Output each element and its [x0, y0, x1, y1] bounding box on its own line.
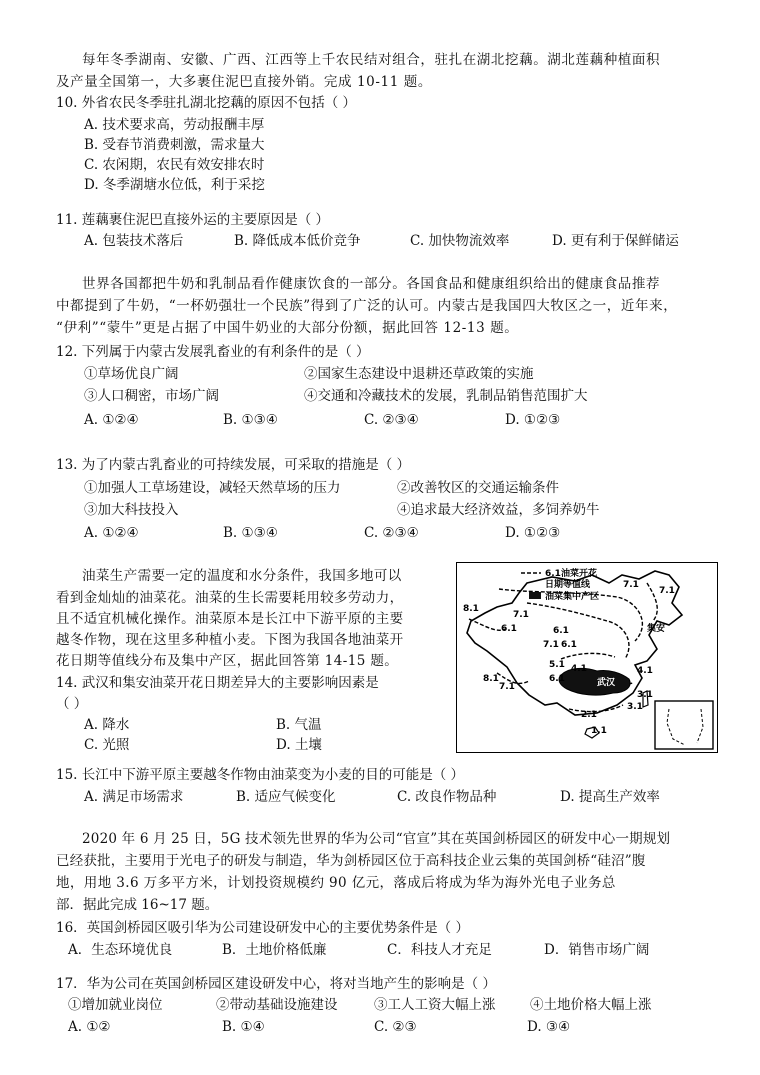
q14-option-c[interactable]: C. 光照 [84, 737, 130, 753]
intro-14-15-line1: 油菜生产需要一定的温度和水分条件，我国多地可以 [82, 568, 402, 584]
q13-statement-3: ③加大科技投入 [84, 502, 179, 518]
intro-14-15-line3: 且不适宜机械化操作。油菜原本是长江中下游平原的主要 [56, 611, 404, 627]
q16-option-a[interactable]: A．生态环境优良 [68, 942, 173, 958]
q16-option-b[interactable]: B．土地价格低廉 [222, 942, 327, 958]
q12-option-a[interactable]: A. ①②④ [84, 412, 139, 428]
q14-blank: （ ） [56, 696, 88, 712]
q13-statement-1: ①加强人工草场建设，减轻天然草场的压力 [84, 480, 341, 496]
legend-area-label: 油菜集中产区 [545, 592, 600, 602]
city-jian: 集安 [647, 624, 666, 634]
iso-label-14: 6.1 [549, 674, 565, 684]
q15-option-c[interactable]: C. 改良作物品种 [397, 789, 497, 805]
intro-12-13-line1: 世界各国都把牛奶和乳制品看作健康饮食的一部分。各国食品和健康组织给出的健康食品推荐 [82, 276, 661, 292]
legend-isoline-label: 6.1油菜开花 [545, 569, 597, 579]
iso-label-17: 1.1 [591, 726, 607, 736]
city-wuhan: 武汉 [597, 678, 616, 688]
iso-label-11: 3.1 [637, 690, 653, 700]
q17-option-c[interactable]: C. ②③ [374, 1019, 417, 1035]
rapeseed-production-area [559, 668, 630, 695]
q16-stem: 16．英国剑桥园区吸引华为公司建设研发中心的主要优势条件是（ ） [56, 920, 469, 936]
q10-option-b[interactable]: B. 受春节消费刺激，需求量大 [84, 137, 265, 153]
q17-statement-1: ①增加就业岗位 [68, 997, 163, 1013]
q13-stem: 13. 为了内蒙古乳畜业的可持续发展，可采取的措施是（ ） [56, 457, 411, 473]
iso-label-8: 4.1 [571, 664, 587, 674]
q17-option-a[interactable]: A. ①② [68, 1019, 111, 1035]
isoline-8-1-west [469, 619, 505, 630]
q14-option-d[interactable]: D. 土壤 [276, 737, 322, 753]
q16-option-c[interactable]: C．科技人才充足 [387, 942, 492, 958]
q15-option-d[interactable]: D. 提高生产效率 [560, 789, 660, 805]
iso-label-3: 6.1 [501, 624, 517, 634]
rapeseed-flowering-map [456, 562, 718, 753]
q12-statement-4: ④交通和冷藏技术的发展，乳制品销售范围扩大 [304, 388, 588, 404]
q17-option-d[interactable]: D. ③④ [527, 1019, 571, 1035]
q15-option-b[interactable]: B. 适应气候变化 [236, 789, 336, 805]
intro-16-17-line3: 地，用地 3.6 万多平方米，计划投资规模约 90 亿元，落成后将成为华为海外光电子业务总 [56, 875, 616, 891]
iso-label-1: 8.1 [463, 604, 479, 614]
q16-option-d[interactable]: D．销售市场广阔 [544, 942, 650, 958]
iso-label-12: 8.1 [483, 674, 499, 684]
q12-option-c[interactable]: C. ②③④ [364, 412, 419, 428]
intro-12-13-line3: “伊利”“蒙牛”更是占据了中国牛奶业的大部分份额，据此回答 12-13 题。 [56, 320, 519, 336]
iso-label-16: 2.1 [581, 710, 597, 720]
q17-statement-2: ②带动基础设施建设 [216, 997, 338, 1013]
iso-label-5: 6.1 [553, 626, 569, 636]
intro-14-15-line4: 越冬作物，现在这里多种植小麦。下图为我国各地油菜开 [56, 632, 404, 648]
iso-label-6: 7.1 [543, 640, 559, 650]
q11-option-a[interactable]: A. 包装技术落后 [84, 233, 184, 249]
iso-label-7: 6.1 [561, 640, 577, 650]
q15-stem: 15. 长江中下游平原主要越冬作物由油菜变为小麦的目的可能是（ ） [56, 767, 465, 783]
q13-option-c[interactable]: C. ②③④ [364, 525, 419, 541]
q13-option-a[interactable]: A. ①②④ [84, 525, 139, 541]
iso-label-2: 7.1 [513, 610, 529, 620]
iso-label-4: 7.1 [623, 580, 639, 590]
q17-statement-3: ③工人工资大幅上涨 [374, 997, 496, 1013]
isoline-6-1-north [527, 603, 629, 659]
q12-statement-1: ①草场优良广阔 [84, 366, 179, 382]
intro-14-15-line5: 花日期等值线分布及集中产区，据此回答第 14-15 题。 [56, 653, 399, 669]
intro-16-17-line2: 已经获批，主要用于光电子的研发与制造，华为剑桥园区位于高科技企业云集的英国剑桥“硅沼”腹 [56, 853, 646, 869]
intro-10-11-line1: 每年冬季湖南、安徽、广西、江西等上千农民结对组合，驻扎在湖北挖藕。湖北莲藕种植面积 [82, 52, 661, 68]
map-legend [521, 567, 599, 602]
q12-statement-2: ②国家生态建设中退耕还草政策的实施 [304, 366, 534, 382]
isoline-5-1 [561, 653, 615, 659]
q12-stem: 12. 下列属于内蒙古发展乳畜业的有利条件的是（ ） [56, 344, 370, 360]
q10-stem: 10. 外省农民冬季驻扎湖北挖藕的原因不包括（ ） [56, 95, 357, 111]
intro-14-15-line2: 看到金灿灿的油菜花。油菜的生长需要耗用较多劳动力， [56, 590, 404, 606]
intro-10-11-line2: 及产量全国第一，大多裹住泥巴直接外销。完成 10-11 题。 [56, 74, 432, 90]
q13-statement-4: ④追求最大经济效益，多饲养奶牛 [397, 502, 600, 518]
q11-option-b[interactable]: B. 降低成本低价竞争 [234, 233, 361, 249]
intro-16-17-line1: 2020 年 6 月 25 日，5G 技术领先世界的华为公司“官宣”其在英国剑桥园区的研发中心一期规划 [82, 831, 671, 847]
legend-isoline-label2: 日期等值线 [545, 580, 591, 590]
q10-option-a[interactable]: A. 技术要求高，劳动报酬丰厚 [84, 117, 265, 133]
q11-stem: 11. 莲藕裹住泥巴直接外运的主要原因是（ ） [56, 212, 330, 228]
q12-option-b[interactable]: B. ①③④ [223, 412, 278, 428]
q17-option-b[interactable]: B. ①④ [222, 1019, 265, 1035]
q10-option-d[interactable]: D. 冬季湖塘水位低，利于采挖 [84, 177, 265, 193]
iso-label-15: 3.1 [627, 702, 643, 712]
intro-16-17-line4: 部．据此完成 16~17 题。 [56, 897, 219, 913]
q13-option-b[interactable]: B. ①③④ [223, 525, 278, 541]
iso-label-18: 7.1 [659, 586, 675, 596]
isoline-ne [647, 583, 657, 621]
q14-option-a[interactable]: A. 降水 [84, 717, 130, 733]
q13-statement-2: ②改善牧区的交通运输条件 [397, 480, 559, 496]
q12-statement-3: ③人口稠密，市场广阔 [84, 388, 219, 404]
q11-option-d[interactable]: D. 更有利于保鲜储运 [552, 233, 679, 249]
q15-option-a[interactable]: A. 满足市场需求 [84, 789, 184, 805]
q14-option-b[interactable]: B. 气温 [276, 717, 322, 733]
q14-stem: 14. 武汉和集安油菜开花日期差异大的主要影响因素是 [56, 675, 379, 691]
iso-label-9: 5.1 [549, 660, 565, 670]
q11-option-c[interactable]: C. 加快物流效率 [410, 233, 510, 249]
q10-option-c[interactable]: C. 农闲期，农民有效安排农时 [84, 157, 265, 173]
iso-label-13: 7.1 [499, 682, 515, 692]
iso-label-10: 4.1 [637, 666, 653, 676]
map-svg [457, 563, 716, 751]
q12-option-d[interactable]: D. ①②③ [505, 412, 561, 428]
q17-statement-4: ④土地价格大幅上涨 [530, 997, 652, 1013]
intro-12-13-line2: 中都提到了牛奶，“一杯奶强壮一个民族”得到了广泛的认可。内蒙古是我国四大牧区之一，近年来， [56, 298, 678, 314]
q13-option-d[interactable]: D. ①②③ [505, 525, 561, 541]
q17-stem: 17．华为公司在英国剑桥园区建设研发中心，将对当地产生的影响是（ ） [56, 976, 496, 992]
south-sea-inset [655, 701, 713, 749]
